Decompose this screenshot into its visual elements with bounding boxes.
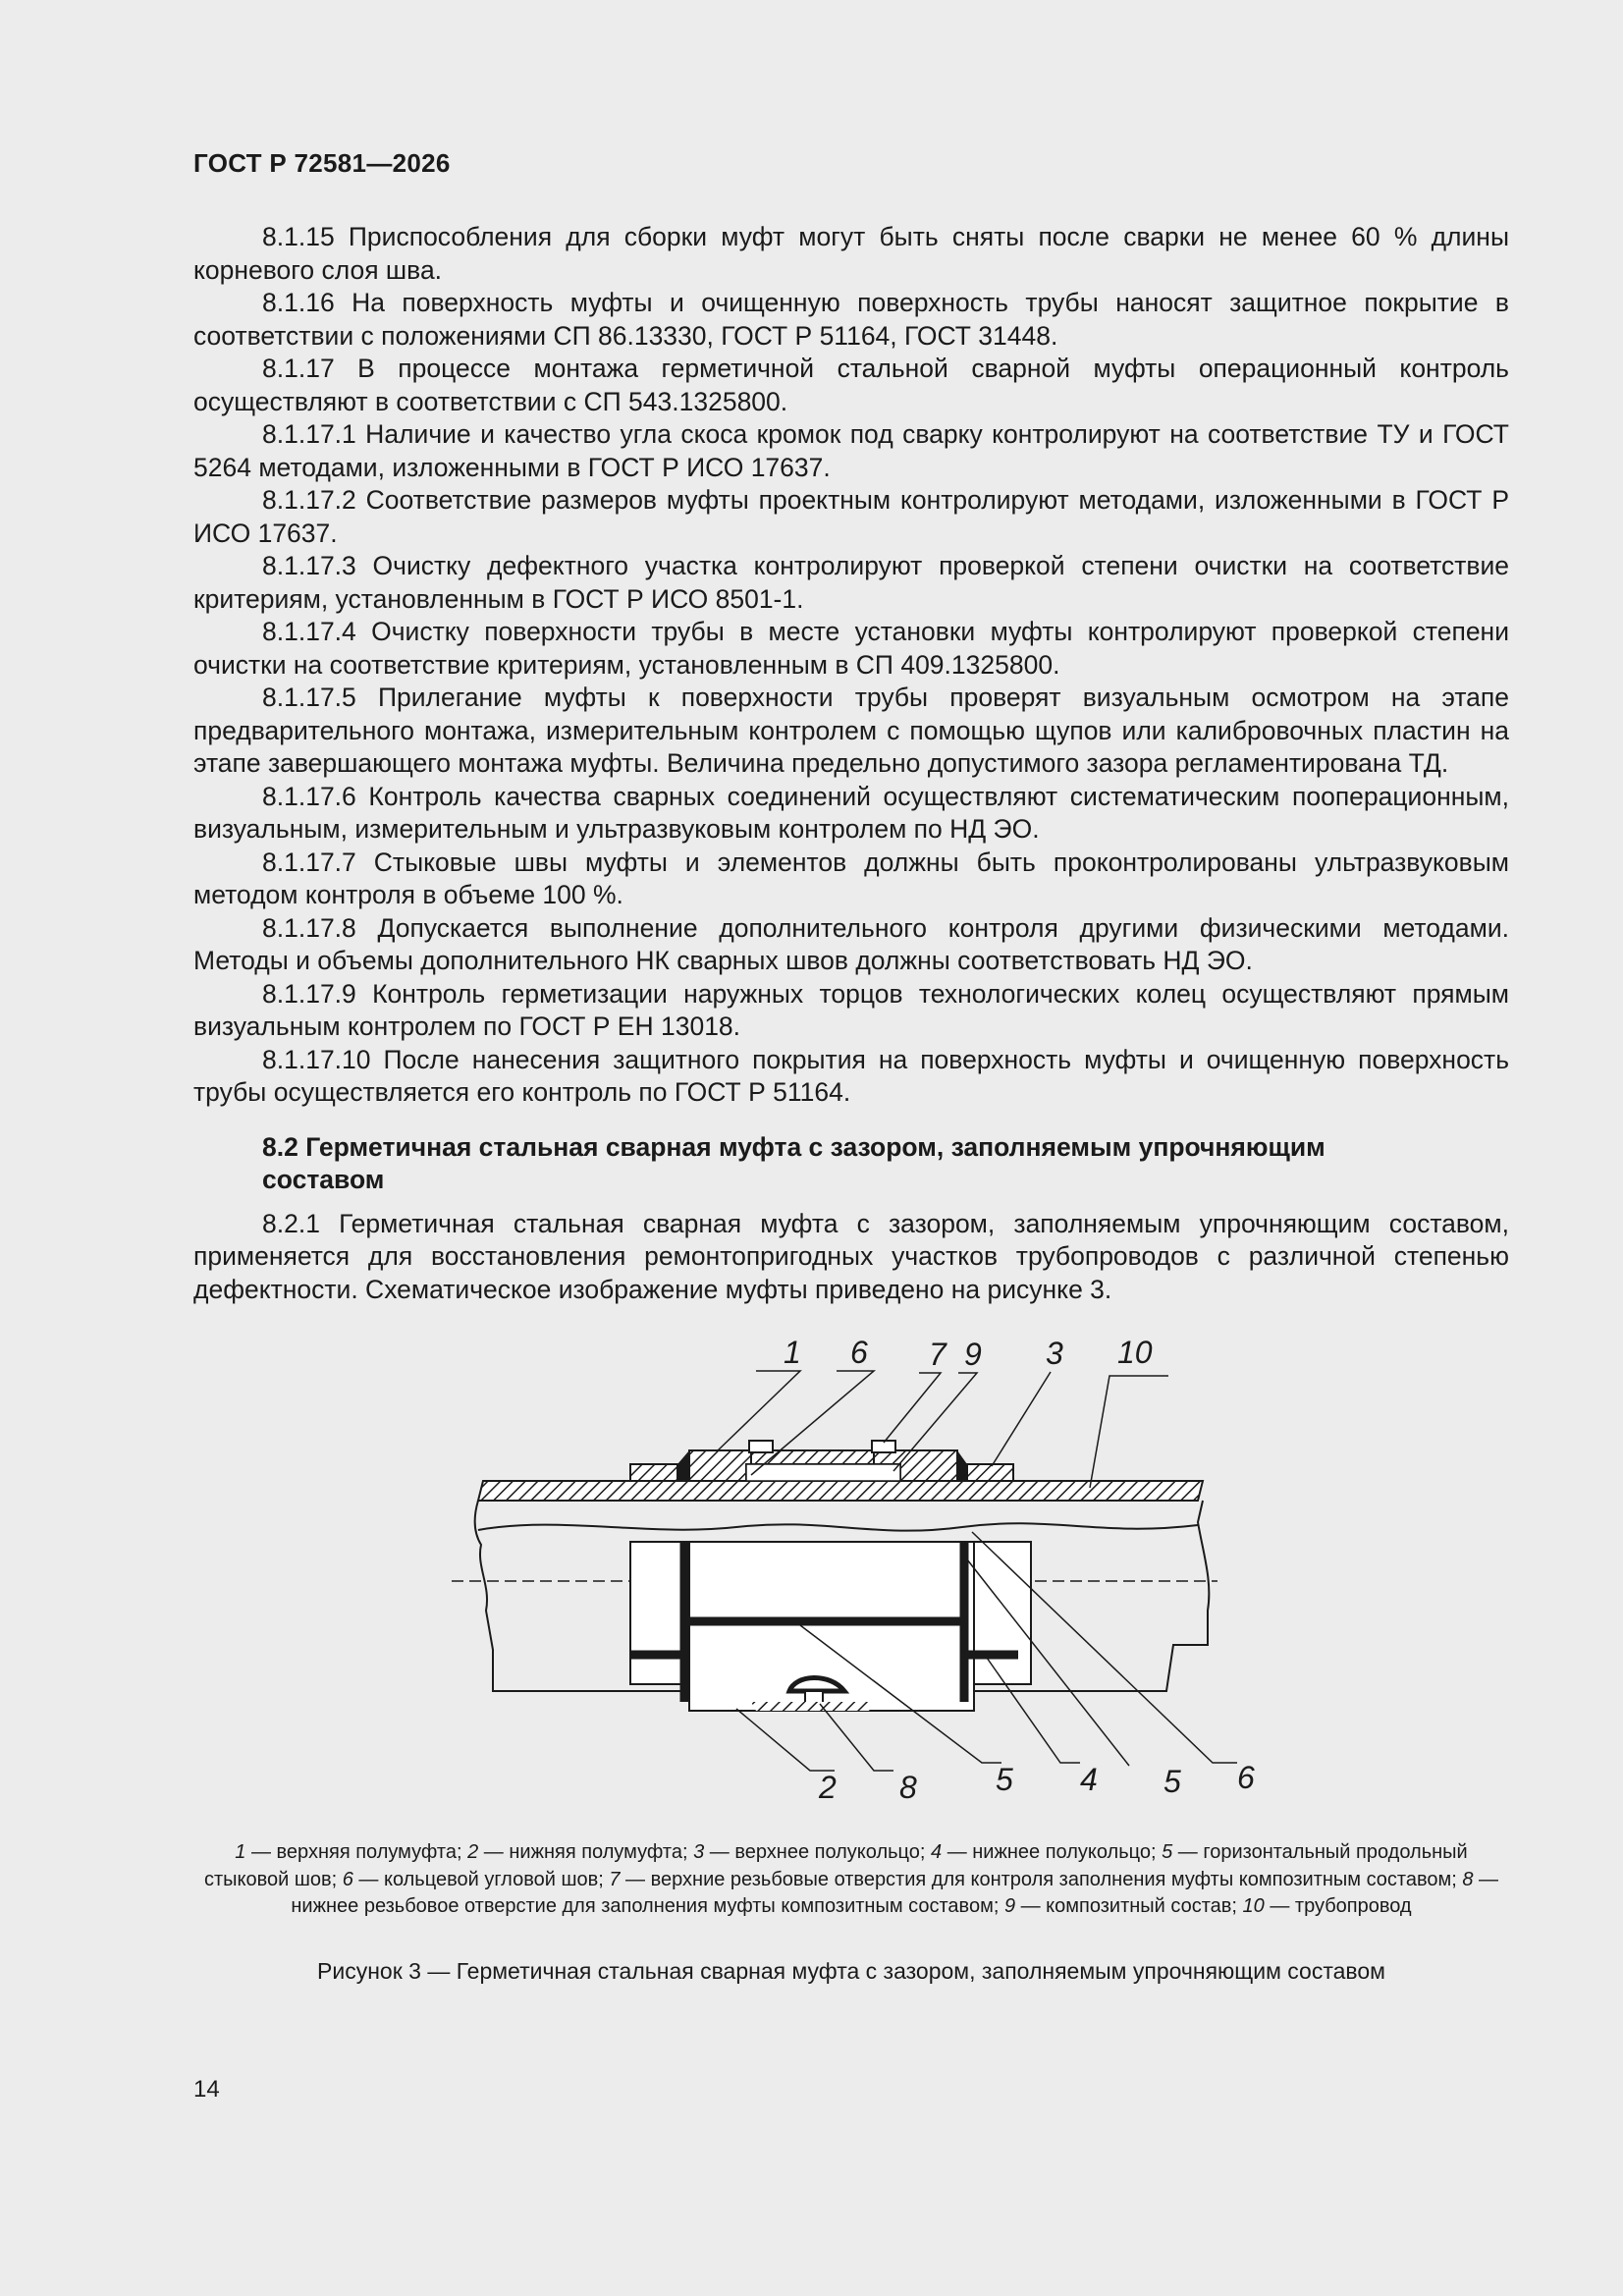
- callout-10: 10: [1117, 1335, 1153, 1370]
- document-body: [193, 221, 1509, 1306]
- paragraph: 8.1.15 Приспособления для сборки муфт могут быть сняты после сварки не менее 60 % длины корневого слоя шва.: [193, 222, 1509, 285]
- paragraph: 8.1.17 В процессе монтажа герметичной стальной сварной муфты операционный контроль осуществляют в соответствии с СП 543.1325800.: [193, 354, 1509, 416]
- paragraph: 8.1.17.3 Очистку дефектного участка контролируют проверкой степени очистки на соответствие критериям, установленным в ГОСТ Р ИСО 8501-1.: [193, 551, 1509, 614]
- legend-number: 2: [467, 1841, 479, 1863]
- legend-text: — верхняя полумуфта;: [245, 1841, 468, 1863]
- legend-text: — нижнее полукольцо;: [942, 1841, 1163, 1863]
- legend-number: 6: [342, 1868, 353, 1890]
- callout-6-bot: 6: [1237, 1760, 1255, 1795]
- leader-3: [992, 1372, 1051, 1466]
- paragraph: 8.1.17.1 Наличие и качество угла скоса кромок под сварку контролируют на соответствие ТУ и ГОСТ 5264 методами, изложенными в ГОСТ Р ИСО 17637.: [193, 419, 1509, 482]
- callout-8: 8: [899, 1770, 917, 1802]
- paragraph: 8.2.1 Герметичная стальная сварная муфта с зазором, заполняемым упрочняющим составом, применяется для восстановления ремонтопригодных участков трубопроводов с различной степенью дефектности. Схематическое изображение муфты приведено на рисунке 3.: [193, 1208, 1509, 1304]
- leader-1: [717, 1371, 800, 1451]
- legend-text: — композитный состав;: [1015, 1895, 1243, 1917]
- legend-text: — верхнее полукольцо;: [704, 1841, 932, 1863]
- leader-7: [884, 1373, 941, 1443]
- composite-gap: [746, 1464, 900, 1481]
- paragraph-group: [193, 221, 1509, 1110]
- legend-text: — нижнее резьбовое отверстие для заполнения муфты композитным составом;: [291, 1868, 1499, 1917]
- paragraph: 8.1.17.10 После нанесения защитного покрытия на поверхность муфты и очищенную поверхность трубы осуществляется его контроль по ГОСТ Р 51164.: [193, 1044, 1509, 1107]
- legend-text: — нижняя полумуфта;: [478, 1841, 694, 1863]
- legend-number: 10: [1242, 1895, 1265, 1917]
- upper-ring-right: [967, 1464, 1013, 1481]
- callout-7: 7: [929, 1337, 947, 1372]
- paragraph-group: [193, 1208, 1509, 1307]
- figure-caption: Рисунок 3 — Герметичная стальная сварная муфта с зазором, заполняемым упрочняющим составом: [317, 1958, 1385, 1984]
- pipe-inner-wave: [478, 1523, 1198, 1530]
- callout-4: 4: [1080, 1762, 1098, 1797]
- callout-5a: 5: [996, 1762, 1013, 1797]
- lower-ring-right: [974, 1542, 1031, 1684]
- callout-2: 2: [819, 1770, 837, 1802]
- legend-text: — трубопровод: [1264, 1895, 1412, 1917]
- bottom-weld-hatch: [751, 1702, 874, 1711]
- document-header: ГОСТ Р 72581—2026: [193, 148, 451, 178]
- paragraph: 8.1.16 На поверхность муфты и очищенную поверхность трубы наносят защитное покрытие в соответствии с положениями СП 86.13330, ГОСТ Р 51164, ГОСТ 31448.: [193, 288, 1509, 351]
- upper-ring-left: [630, 1464, 677, 1481]
- leader-10: [1090, 1376, 1168, 1488]
- threaded-hole-bottom-plug: [805, 1691, 823, 1703]
- section-heading: 8.2 Герметичная стальная сварная муфта с зазором, заполняемым упрочняющим составом: [262, 1131, 1325, 1194]
- legend-number: 7: [609, 1868, 621, 1890]
- legend-text: — кольцевой угловой шов;: [352, 1868, 610, 1890]
- legend-text: — верхние резьбовые отверстия для контроля заполнения муфты композитным составом;: [620, 1868, 1463, 1890]
- paragraph: 8.1.17.8 Допускается выполнение дополнительного контроля другими физическими методами. Методы и объемы дополнительного НК сварных швов должны соответствовать НД ЭО.: [193, 912, 1509, 975]
- pipeline-wall: [478, 1481, 1203, 1501]
- leader-2: [736, 1709, 835, 1771]
- legend-text: — горизонтальный продольный стыковой шов;: [203, 1841, 1468, 1890]
- callout-5b: 5: [1163, 1764, 1181, 1799]
- legend-number: 5: [1162, 1841, 1173, 1863]
- legend-number: 4: [931, 1841, 943, 1863]
- paragraph: 8.1.17.7 Стыковые швы муфты и элементов должны быть проконтролированы ультразвуковым методом контроля в объеме 100 %.: [193, 847, 1509, 909]
- legend-number: 9: [1003, 1895, 1016, 1917]
- page-number: 14: [193, 2076, 220, 2103]
- callout-9: 9: [964, 1337, 982, 1372]
- weld-fillet-right: [957, 1450, 967, 1481]
- paragraph: 8.1.17.5 Прилегание муфты к поверхности трубы проверят визуальным осмотром на этапе предварительного монтажа, измерительным контролем с помощью щупов или калибровочных пластин на этапе завершающего монтажа муфты. Величина предельно допустимого зазора регламентирована ТД.: [193, 683, 1509, 778]
- callout-3: 3: [1046, 1336, 1063, 1371]
- paragraph: 8.1.17.9 Контроль герметизации наружных торцов технологических колец осуществляют прямым визуальным контролем по ГОСТ Р ЕН 13018.: [193, 978, 1509, 1041]
- paragraph: 8.1.17.4 Очистку поверхности трубы в месте установки муфты контролируют проверкой степени очистки на соответствие критериям, установленным в СП 409.1325800.: [193, 617, 1509, 680]
- figure-legend: [193, 1839, 1509, 1921]
- legend-number: 8: [1462, 1868, 1474, 1890]
- figure-3-coupling-diagram: [412, 1331, 1257, 1802]
- legend-number: 3: [693, 1841, 705, 1863]
- callout-6-top: 6: [850, 1335, 868, 1370]
- leader-8: [820, 1704, 893, 1771]
- threaded-hole-top-left: [749, 1441, 773, 1452]
- weld-fillet-left: [677, 1450, 689, 1481]
- paragraph: 8.1.17.6 Контроль качества сварных соединений осуществляют систематическим пооперационным, визуальным, измерительным и ультразвуковым контролем по НД ЭО.: [193, 781, 1509, 844]
- callout-1: 1: [784, 1335, 801, 1370]
- upper-half-coupling-left: [689, 1450, 751, 1481]
- paragraph: 8.1.17.2 Соответствие размеров муфты проектным контролируют методами, изложенными в ГОСТ Р ИСО 17637.: [193, 485, 1509, 548]
- legend-number: 1: [235, 1841, 246, 1863]
